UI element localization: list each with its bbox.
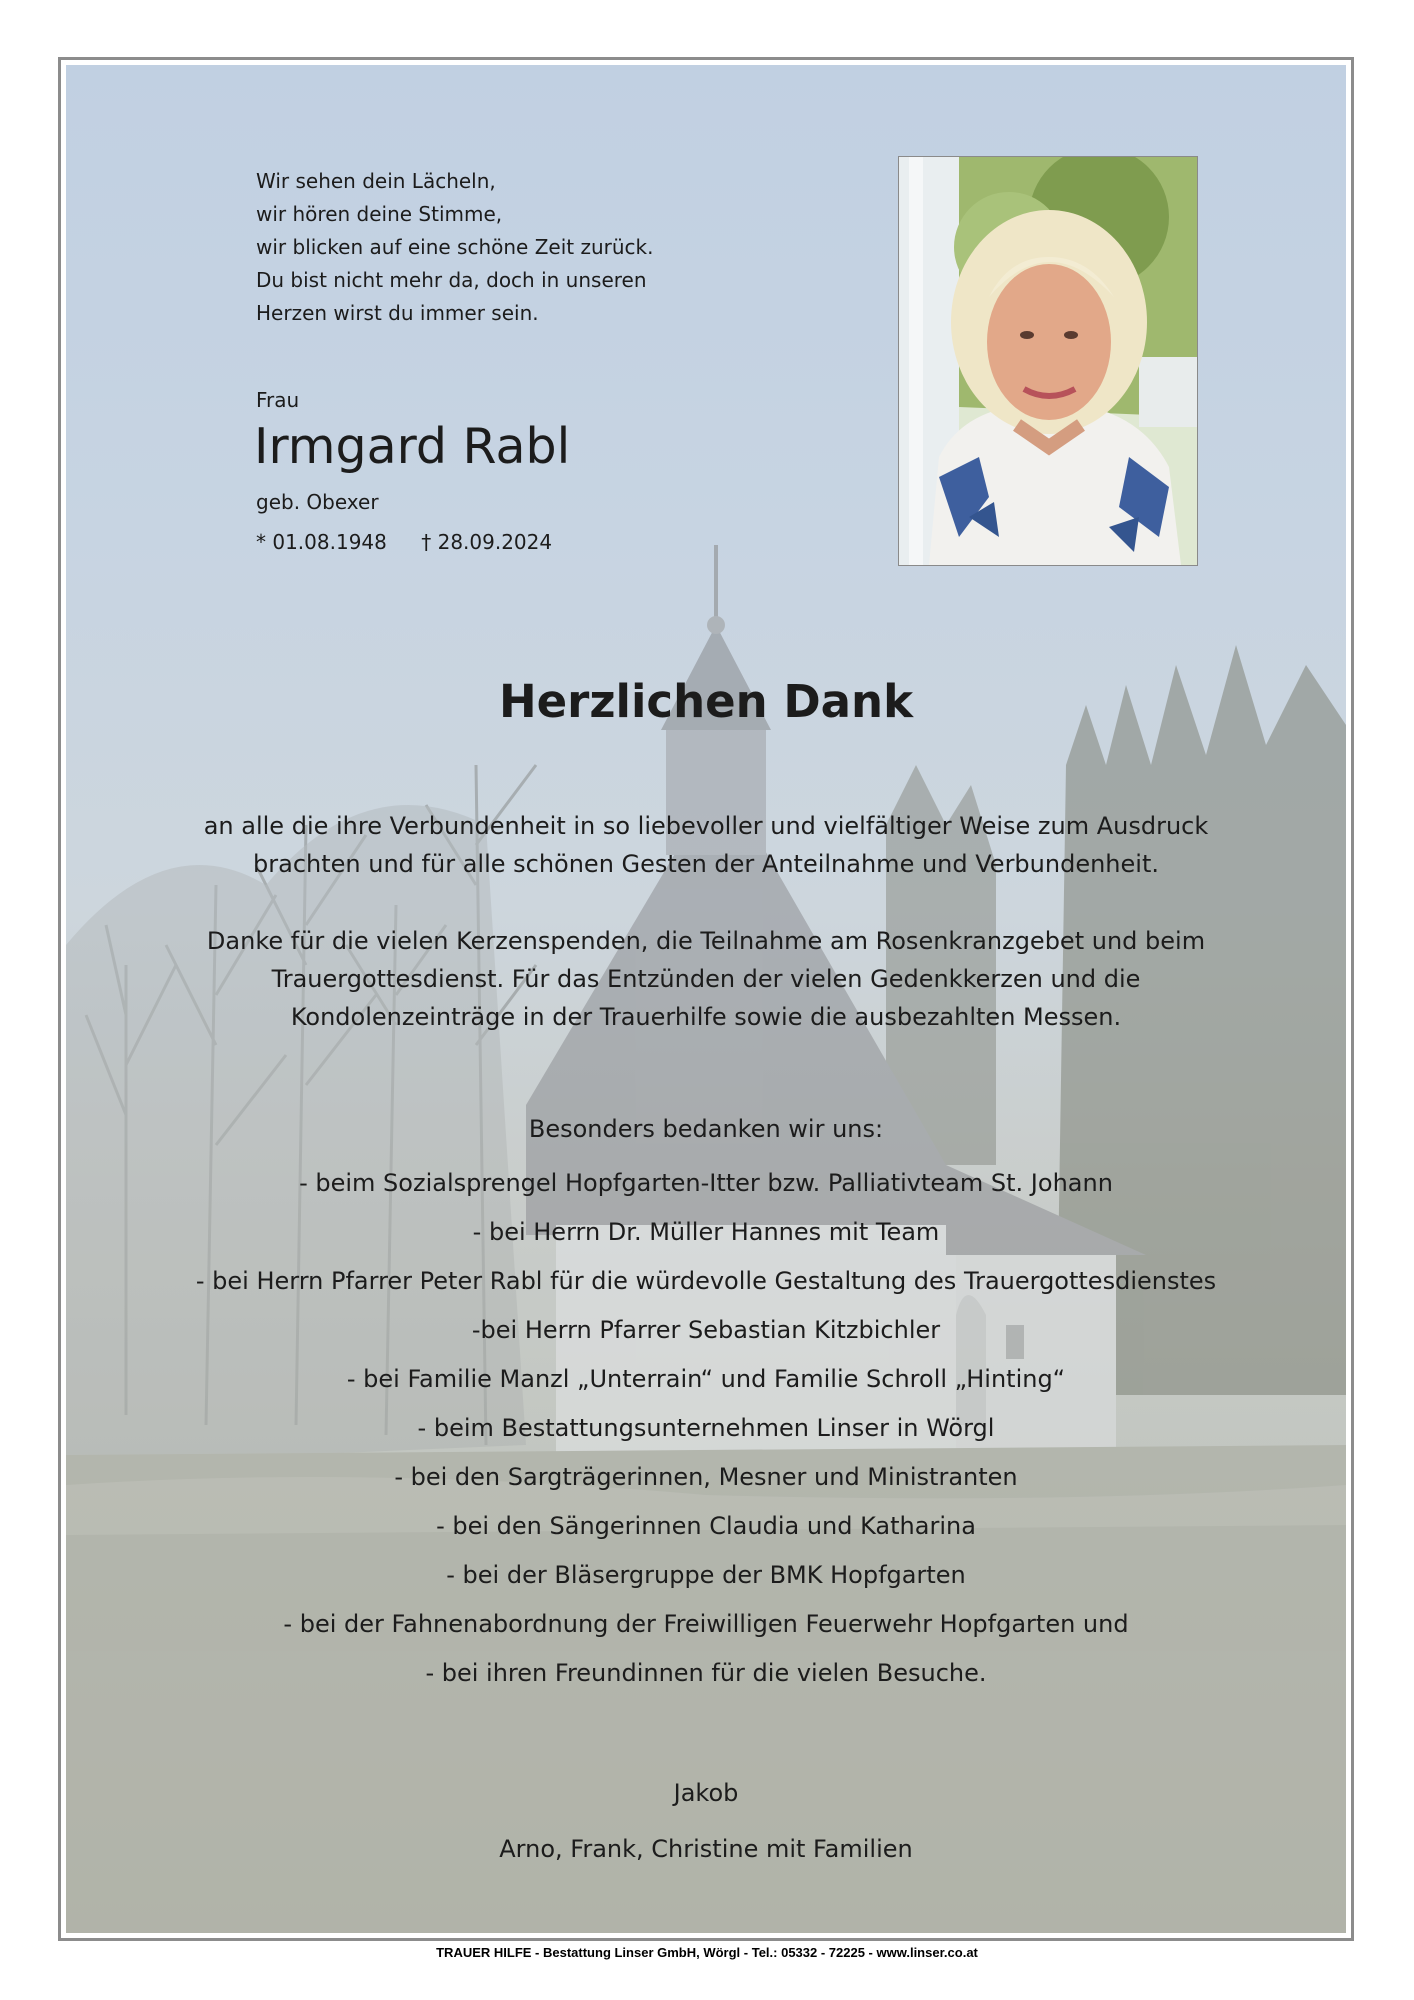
obituary-card — [66, 65, 1346, 1933]
quote-line: Du bist nicht mehr da, doch in unseren — [256, 268, 647, 292]
list-item: - beim Sozialsprengel Hopfgarten-Itter bzw. Palliativteam St. Johann — [299, 1169, 1113, 1197]
signature-line-1: Jakob — [673, 1779, 739, 1807]
page-heading: Herzlichen Dank — [498, 675, 914, 728]
list-item: - bei der Fahnenabordnung der Freiwilligen Feuerwehr Hopfgarten und — [283, 1610, 1129, 1638]
life-dates — [256, 530, 552, 554]
paragraph-line: Danke für die vielen Kerzenspenden, die Teilnahme am Rosenkranzgebet und beim — [206, 927, 1206, 955]
list-item: - bei den Sargträgerinnen, Mesner und Ministranten — [394, 1463, 1018, 1491]
paragraph-line: an alle die ihre Verbundenheit in so liebevoller und vielfältiger Weise zum Ausdruck — [203, 812, 1209, 840]
thanks-paragraph-2 — [66, 922, 1346, 1036]
list-item: - bei Herrn Dr. Müller Hannes mit Team — [472, 1218, 940, 1246]
paragraph-line: brachten und für alle schönen Gesten der Anteilnahme und Verbundenheit. — [253, 850, 1159, 878]
quote-line: wir blicken auf eine schöne Zeit zurück. — [256, 235, 654, 259]
quote-line: Wir sehen dein Lächeln, — [256, 169, 496, 193]
paragraph-line: Trauergottesdienst. Für das Entzünden der vielen Gedenkkerzen und die — [271, 965, 1141, 993]
thanks-intro: Besonders bedanken wir uns: — [528, 1115, 884, 1143]
quote-line: wir hören deine Stimme, — [256, 202, 503, 226]
footer-credit: TRAUER HILFE - Bestattung Linser GmbH, Wörgl - Tel.: 05332 - 72225 - www.linser.co.at — [436, 1945, 978, 1960]
list-item: - bei ihren Freundinnen für die vielen Besuche. — [425, 1659, 987, 1687]
memorial-quote — [256, 165, 653, 330]
portrait-photo — [898, 156, 1198, 566]
list-item: - bei Familie Manzl „Unterrain“ und Familie Schroll „Hinting“ — [346, 1365, 1066, 1393]
list-item: - beim Bestattungsunternehmen Linser in Wörgl — [417, 1414, 995, 1442]
thanks-list — [66, 1159, 1346, 1698]
birth-date: * 01.08.1948 — [256, 530, 387, 554]
quote-line: Herzen wirst du immer sein. — [256, 301, 539, 325]
salutation: Frau — [256, 388, 300, 412]
maiden-name: geb. Obexer — [256, 490, 379, 514]
list-item: - bei Herrn Pfarrer Peter Rabl für die würdevolle Gestaltung des Trauergottesdienstes — [195, 1267, 1217, 1295]
paragraph-line: Kondolenzeinträge in der Trauerhilfe sowie die ausbezahlten Messen. — [290, 1003, 1122, 1031]
death-date: † 28.09.2024 — [421, 530, 553, 554]
thanks-paragraph-1 — [66, 807, 1346, 883]
list-item: -bei Herrn Pfarrer Sebastian Kitzbichler — [471, 1316, 941, 1344]
list-item: - bei den Sängerinnen Claudia und Katharina — [436, 1512, 976, 1540]
list-item: - bei der Bläsergruppe der BMK Hopfgarten — [446, 1561, 966, 1589]
signature-line-2: Arno, Frank, Christine mit Familien — [499, 1835, 913, 1863]
deceased-name: Irmgard Rabl — [254, 418, 571, 475]
